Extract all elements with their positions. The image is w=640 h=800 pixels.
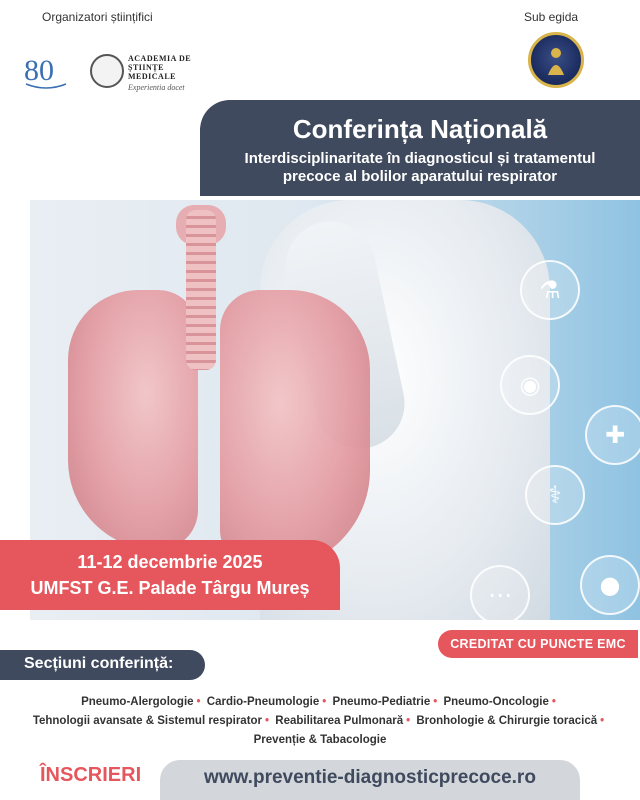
eye-icon: ◉	[500, 355, 560, 415]
list-item: Pneumo-Pediatrie	[332, 696, 431, 708]
medical-case-icon: ✚	[585, 405, 640, 465]
list-item: Pneumo-Oncologie	[443, 696, 549, 708]
list-item: Reabilitarea Pulmonară	[275, 715, 404, 727]
organizers-label: Organizatori științifici	[42, 10, 153, 24]
anniversary-number: 80	[24, 54, 54, 87]
conference-subtitle: Interdisciplinaritate în diagnosticul și tratamentul precoce al bolilor aparatului respirator	[244, 150, 596, 185]
sections-list: Pneumo-Alergologie • Cardio-Pneumologie • Pneumo-Pediatrie • Pneumo-Oncologie • Tehnologii avansate & Sistemul respirator • Reabilitarea Pulmonară • Bronhologie & Chirurgie toracică • Prevenție & Tabacologie	[32, 696, 605, 746]
register-label: ÎNSCRIERI	[40, 764, 142, 786]
list-item: Cardio-Pneumologie	[206, 696, 320, 708]
test-tubes-icon: ⚗	[520, 260, 580, 320]
conference-title: Conferința Națională	[292, 114, 548, 144]
drop-icon: ●	[580, 555, 640, 615]
chat-icon: ⋯	[470, 565, 530, 620]
left-lung	[68, 290, 198, 550]
academy-name: ACADEMIA DE ȘTIINȚE MEDICALE	[128, 54, 192, 81]
list-item: Pneumo-Alergologie	[81, 696, 194, 708]
sections-title: Secțiuni conferință:	[24, 655, 174, 672]
website-link[interactable]: www.preventie-diagnosticprecoce.ro	[204, 767, 536, 788]
patronage-seal-icon	[528, 32, 584, 88]
academy-seal-icon	[90, 54, 124, 88]
anniversary-logo	[22, 50, 70, 94]
list-item: Tehnologii avansate & Sistemul respirator	[32, 715, 263, 727]
list-item: Prevenție & Tabacologie	[253, 734, 387, 746]
list-item: Bronhologie & Chirurgie toracică	[416, 715, 598, 727]
academy-motto: Experientia docet	[128, 83, 185, 92]
right-lung	[220, 290, 370, 570]
patronage-label: Sub egida	[524, 10, 579, 24]
trachea	[186, 210, 216, 370]
event-dates: 11-12 decembrie 2025	[77, 552, 263, 572]
emc-badge: CREDITAT CU PUNCTE EMC	[438, 630, 638, 658]
date-banner	[0, 540, 340, 610]
figure-icon	[531, 35, 581, 85]
microscope-icon: ⚕	[525, 465, 585, 525]
event-venue: UMFST G.E. Palade Târgu Mureș	[30, 578, 310, 598]
